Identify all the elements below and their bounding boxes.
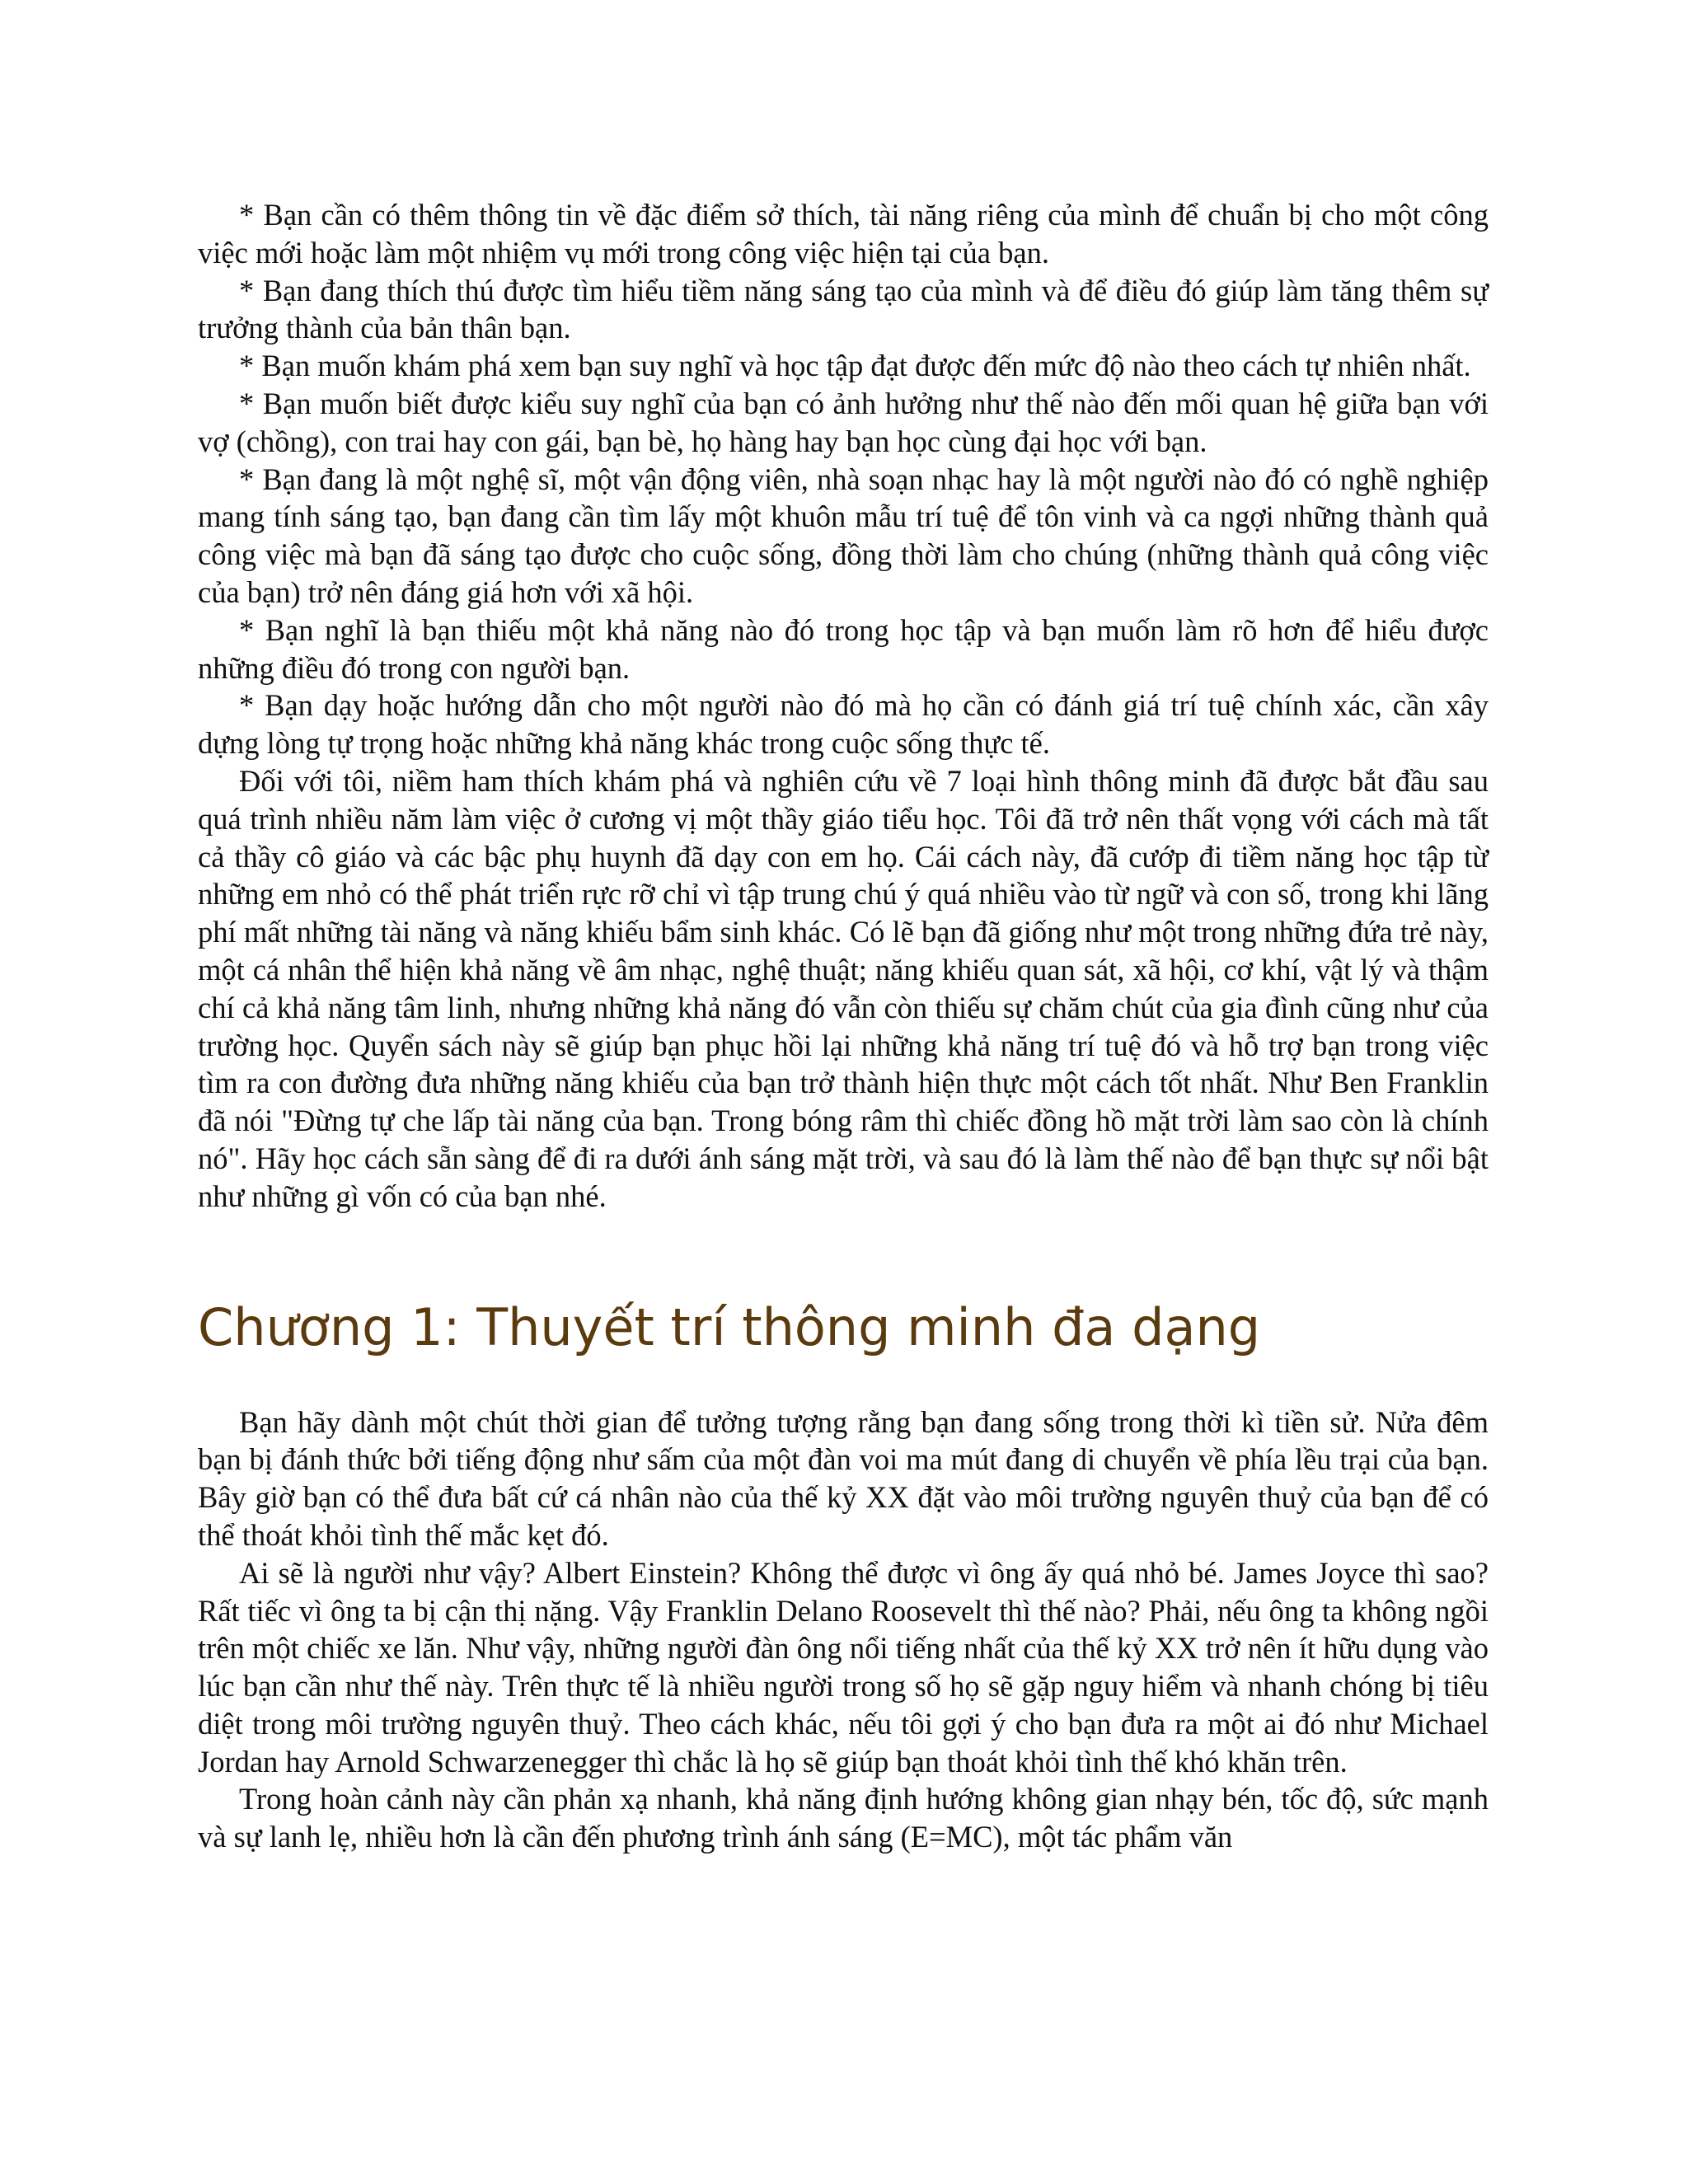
intro-bullet-teaching: * Bạn dạy hoặc hướng dẫn cho một người nào đó mà họ cần có đánh giá trí tuệ chính xác, cần xây dựng lòng tự trọng hoặc những khả năng khác trong cuộc sống thực tế. [198, 688, 1489, 761]
chapter-title: Chương 1: Thuyết trí thông minh đa dạng [198, 1296, 1261, 1357]
intro-bullet-learning: * Bạn muốn khám phá xem bạn suy nghĩ và học tập đạt được đến mức độ nào theo cách tự nhiên nhất. [239, 349, 1471, 383]
page-content [198, 196, 1489, 1856]
chapter-paragraph-prehistoric: Bạn hãy dành một chút thời gian để tưởng tượng rằng bạn đang sống trong thời kì tiền sử. Nửa đêm bạn bị đánh thức bởi tiếng động như sấm của một đàn voi ma mút đang di chuyển về phía lều trại của bạn. Bây giờ bạn có thể đưa bất cứ cá nhân nào của thế kỷ XX đặt vào môi trường nguyên thuỷ của bạn để có thể thoát khỏi tình thế mắc kẹt đó. [198, 1404, 1489, 1552]
intro-bullet-artist: * Bạn đang là một nghệ sĩ, một vận động viên, nhà soạn nhạc hay là một người nào đó có nghề nghiệp mang tính sáng tạo, bạn đang cần tìm lấy một khuôn mẫu trí tuệ để tôn vinh và ca ngợi những thành quả công việc mà bạn đã sáng tạo được cho cuộc sống, đồng thời làm cho chúng (những thành quả công việc của bạn) trở nên đáng giá hơn với xã hội. [198, 462, 1489, 609]
chapter-paragraph-famous-people: Ai sẽ là người như vậy? Albert Einstein? Không thể được vì ông ấy quá nhỏ bé. James Joyce thì sao? Rất tiếc vì ông ta bị cận thị nặng. Vậy Franklin Delano Roosevelt thì thế nào? Phải, nếu ông ta không ngồi trên một chiếc xe lăn. Như vậy, những người đàn ông nổi tiếng nhất của thế kỷ XX trở nên ít hữu dụng vào lúc bạn cần như thế này. Trên thực tế là nhiều người trong số họ sẽ gặp nguy hiểm và nhanh chóng bị tiêu diệt trong môi trường nguyên thuỷ. Theo cách khác, nếu tôi gợi ý cho bạn đưa ra một ai đó như Michael Jordan hay Arnold Schwarzenegger thì chắc là họ sẽ giúp bạn thoát khỏi tình thế khó khăn trên. [198, 1555, 1489, 1779]
intro-author-paragraph: Đối với tôi, niềm ham thích khám phá và nghiên cứu về 7 loại hình thông minh đã được bắt đầu sau quá trình nhiều năm làm việc ở cương vị một thầy giáo tiểu học. Tôi đã trở nên thất vọng với cách mà tất cả thầy cô giáo và các bậc phụ huynh đã dạy con em họ. Cái cách này, đã cướp đi tiềm năng học tập từ những em nhỏ có thể phát triển rực rỡ chỉ vì tập trung chú ý quá nhiều vào từ ngữ và con số, trong khi lãng phí mất những tài năng và năng khiếu bẩm sinh khác. Có lẽ bạn đã giống như một trong những đứa trẻ này, một cá nhân thể hiện khả năng về âm nhạc, nghệ thuật; năng khiếu quan sát, xã hội, cơ khí, vật lý và thậm chí cả khả năng tâm linh, nhưng những khả năng đó vẫn còn thiếu sự chăm chút của gia đình cũng như của trường học. Quyển sách này sẽ giúp bạn phục hồi lại những khả năng trí tuệ đó và hỗ trợ bạn trong việc tìm ra con đường đưa những năng khiếu của bạn trở thành hiện thực một cách tốt nhất. Như Ben Franklin đã nói "Đừng tự che lấp tài năng của bạn. Trong bóng râm thì chiếc đồng hồ mặt trời làm sao còn là chính nó". Hãy học cách sẵn sàng để đi ra dưới ánh sáng mặt trời, và sau đó là làm thế nào để bạn thực sự nổi bật như những gì vốn có của bạn nhé. [198, 763, 1489, 1213]
intro-bullet-interests: * Bạn cần có thêm thông tin về đặc điểm sở thích, tài năng riêng của mình để chuẩn bị cho một công việc mới hoặc làm một nhiệm vụ mới trong công việc hiện tại của bạn. [198, 198, 1489, 269]
intro-bullet-relationships: * Bạn muốn biết được kiểu suy nghĩ của bạn có ảnh hưởng như thế nào đến mối quan hệ giữa bạn với vợ (chồng), con trai hay con gái, bạn bè, họ hàng hay bạn học cùng đại học với bạn. [198, 386, 1489, 458]
intro-bullet-learning-gap: * Bạn nghĩ là bạn thiếu một khả năng nào đó trong học tập và bạn muốn làm rõ hơn để hiểu được những điều đó trong con người bạn. [198, 612, 1489, 685]
intro-bullet-creativity: * Bạn đang thích thú được tìm hiểu tiềm năng sáng tạo của mình và để điều đó giúp làm tăng thêm sự trưởng thành của bản thân bạn. [198, 273, 1489, 345]
chapter-paragraph-skills: Trong hoàn cảnh này cần phản xạ nhanh, khả năng định hướng không gian nhạy bén, tốc độ, sức mạnh và sự lanh lẹ, nhiều hơn là cần đến phương trình ánh sáng (E=MC), một tác phẩm văn [198, 1782, 1489, 1854]
